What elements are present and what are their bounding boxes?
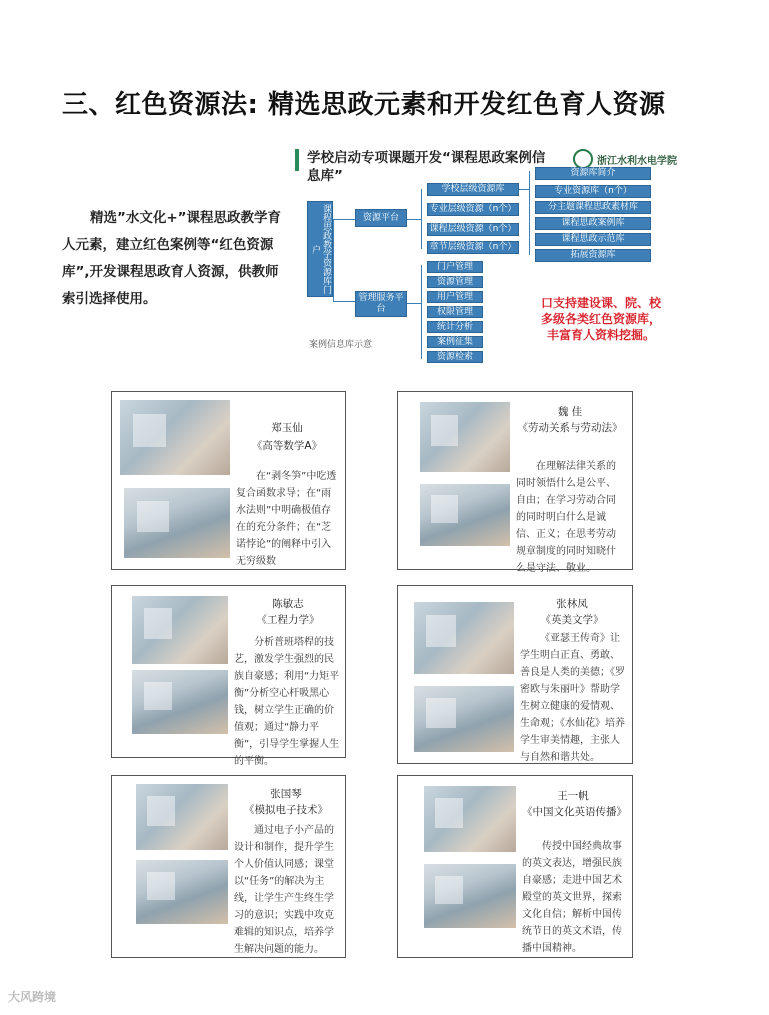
course-name: 《工程力学》 [256,614,320,626]
class-photo [124,488,230,558]
teacher-name: 张林凤 [556,598,588,610]
connector [421,265,422,359]
teacher-card [111,775,346,958]
resource-node: 章节层级资源（n个） [427,241,519,254]
resource-node: 专业层级资源（n个） [427,203,519,216]
teacher-name: 王一帆 [557,790,589,802]
service-node: 案例征集 [427,336,483,348]
teacher-name: 郑玉仙 [271,422,303,434]
intro-paragraph: 精选”水文化+”课程思政教学育人元素，建立红色案例等“红色资源库”,开发课程思政育人资源，供教师索引选择使用。 [62,210,282,307]
school-emblem-icon [573,149,593,169]
library-node: 课程思政案例库 [535,217,651,230]
course-name: 《高等数学A》 [251,440,323,452]
library-node: 专业资源库（n个） [535,185,651,198]
teacher-name: 张国琴 [270,788,302,800]
course-name: 《劳动关系与劳动法》 [517,422,623,434]
class-photo [132,596,228,664]
resource-diagram [295,145,687,363]
resource-platform-node: 资源平台 [355,209,407,227]
school-logo-text: 浙江水利水电学院 [597,155,677,167]
library-node: 分主题课程思政素材库 [535,201,651,214]
course-description: 通过电子小产品的设计和制作，提升学生个人价值认同感；课堂以“任务”的解决为主线，让学生产生终生学习的意识；实践中攻克难辑的知识点，培养学生解决问题的能力。 [234,825,334,955]
red-note-line: 丰富育人资料挖掘。 [546,328,655,342]
teacher-name: 陈敏志 [272,598,304,610]
course-description: 在理解法律关系的同时领悟什么是公平、自由；在学习劳动合同的同时明白什么是诚信、正义；在思考劳动规章制度的同时知晓什么是守法、敬业。 [516,461,616,574]
resource-node: 学校层级资源库 [427,183,519,196]
red-note [515,295,687,343]
resource-node: 课程层级资源（n个） [427,223,519,236]
red-note-line: 口支持建设课、院、校 [540,296,661,310]
course-name: 《中国文化英语传播》 [522,806,627,818]
library-node: 拓展资源库 [535,249,651,262]
title-accent-bar [295,149,299,171]
connector [529,171,530,255]
class-photo [414,602,514,674]
class-photo [414,686,514,752]
library-node: 课程思政示范库 [535,233,651,246]
connector [407,219,421,220]
red-note-line: 多级各类红色资源库， [540,312,661,326]
service-node: 门户管理 [427,261,483,273]
connector [333,219,334,302]
library-node: 资源库简介 [535,167,651,180]
course-description: 在“剥冬笋”中吃透复合函数求导；在“雨水法则”中明确极值存在的充分条件；在“芝诺悖论”的阐释中引入无穷级数 [236,471,337,567]
service-node: 权限管理 [427,306,483,318]
service-node: 资源管理 [427,276,483,288]
class-photo [132,670,228,734]
connector [519,189,529,190]
service-node: 用户管理 [427,291,483,303]
diagram-footer: 案例信息库示意 [309,340,373,350]
teacher-card [397,775,633,958]
service-node: 资源检索 [427,351,483,363]
connector [333,219,355,220]
diagram-title: 学校启动专项课题开发“课程思政案例信息库” [307,150,546,184]
teacher-card [111,585,346,767]
teacher-name: 魏 佳 [557,406,583,418]
service-platform-node: 管理服务平台 [355,291,407,317]
diagram-root-node: 课程思政教学资源库门户 [307,201,333,297]
course-name: 《英美文学》 [540,614,604,626]
class-photo [120,400,230,475]
teacher-card [111,391,346,570]
connector [421,189,422,249]
class-photo [420,484,510,546]
course-name: 《模拟电子技术》 [244,804,328,816]
connector [333,301,355,302]
page-title: 三、红色资源法: 精选思政元素和开发红色育人资源 [62,90,666,120]
teacher-card [397,391,633,574]
connector [407,303,421,304]
service-node: 统计分析 [427,321,483,333]
class-photo [420,402,510,472]
teacher-card [397,585,633,764]
course-description: 传授中国经典故事的英文表达，增强民族自豪感；走进中国艺术殿堂的英文世界，探索文化自信；解析中国传统节日的英文术语，传播中国精神。 [522,841,622,954]
course-description: 《亚瑟王传奇》让学生明白正直、勇敢、善良是人类的美德；《罗密欧与朱丽叶》帮助学生树立健康的爱情观、生命观；《水仙花》培养学生审美情趣，主张人与自然和谐共处。 [520,633,625,763]
watermark: 大风跨境 [8,990,57,1004]
course-description: 分析普班塔桿的技艺，激发学生强烈的民族自豪感；利用“力矩平衡”分析空心杆吸黑心钱，树立学生正确的价值观；通过“静力平衡”，引导学生掌握人生的平衡。 [234,637,340,767]
